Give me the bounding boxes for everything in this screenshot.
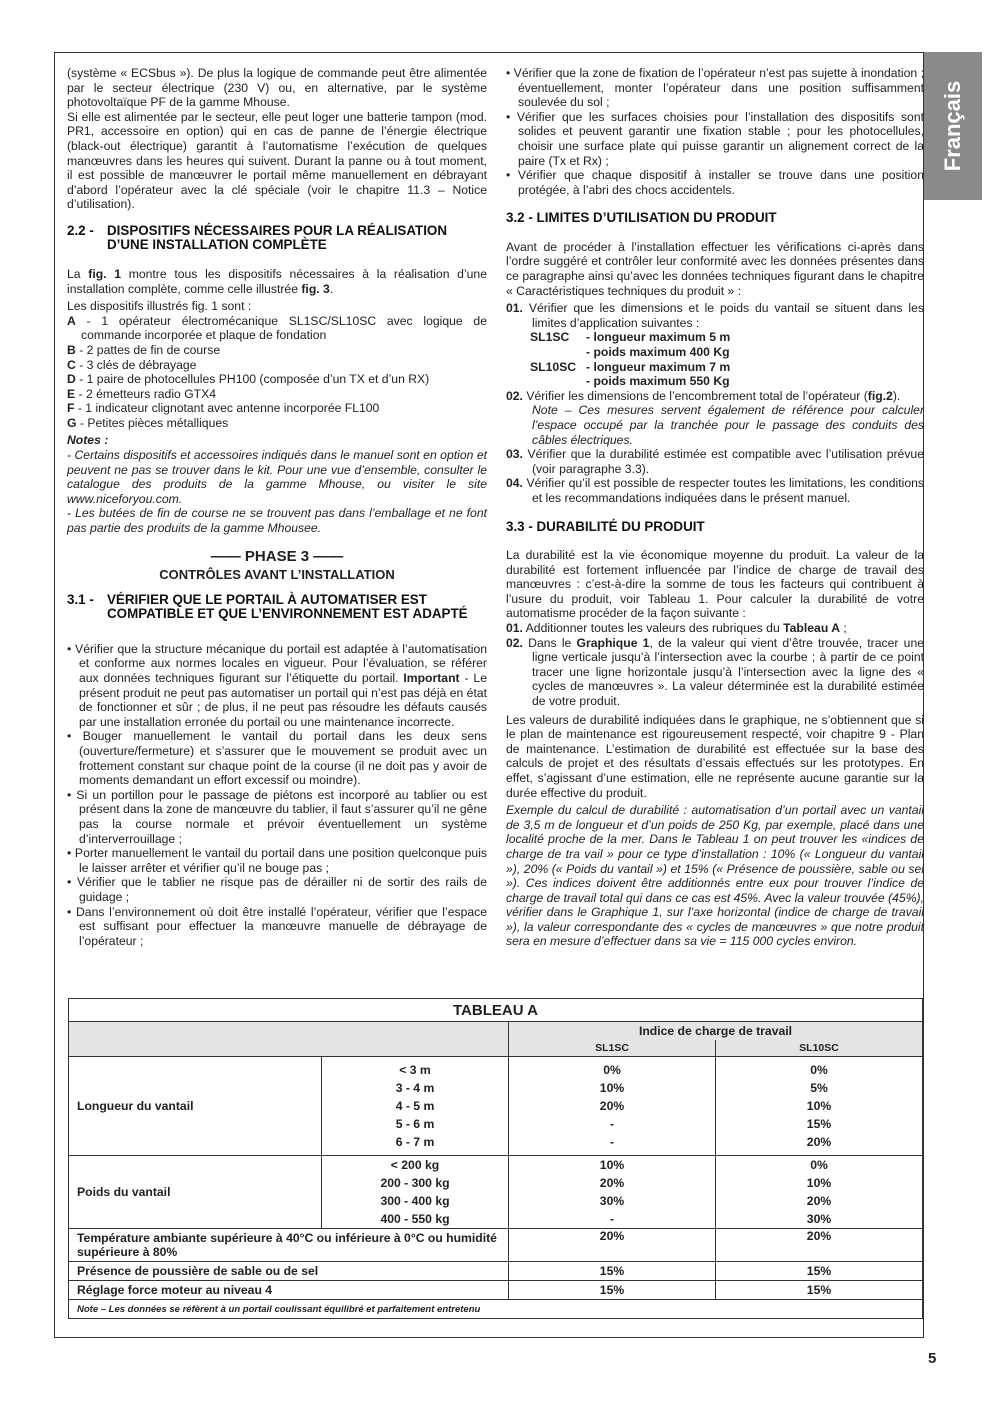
check-list	[67, 642, 487, 948]
item-text: - 1 paire de photocellules PH100 (composée d’un TX et d’un RX)	[75, 372, 430, 387]
header-sl10sc: SL10SC	[716, 1040, 923, 1057]
text: - Le présent produit ne peut pas automatiser un portail qui n’est pas déjà en état de fonctionner et sûr ; de plus, il ne peut pas résoudre les défauts causés par une installation erronée du portail ou une maintenance incorrecte.	[79, 671, 487, 729]
value: -	[609, 1212, 615, 1226]
range-cell	[322, 1057, 509, 1156]
limit-row	[530, 345, 924, 360]
phase-subtitle: CONTRÔLES AVANT L’INSTALLATION	[159, 567, 395, 583]
numbered-list	[506, 301, 924, 505]
table-ref: Tableau A	[783, 621, 840, 635]
paragraph: Les valeurs de durabilité indiquées dans le graphique, ne s’obtiennent que si le plan de maintenance est rigoureusement respecté, voir chapitre 9 - Plan de maintenance. L’estimation de durabilité est effectuée sur la base des calculs de projet et des résultats d’essais effectués sur les prototypes. En effet, s’agissant d’une estimation, elle ne représente aucune garantie sur la durée effective du produit.	[506, 712, 924, 800]
row-label: Longueur du vantail	[69, 1057, 322, 1156]
paragraph: Avant de procéder à l’installation effectuer les vérifications ci-après dans l’ordre suggéré et contrôler leur conformité avec les données présentes dans ce paragraphe ainsi qu’avec les données techniques figurant dans le chapitre « Caractéristiques techniques du produit » :	[506, 239, 924, 298]
list-item	[67, 642, 487, 730]
value: 10%	[599, 1081, 625, 1095]
page-number: 5	[928, 1350, 937, 1367]
list-item: • Bouger manuellement le vantail du portail dans les deux sens (ouverture/fermeture) et s’assurer que le mouvement se produit avec un frottement constant sur chaque point de la course (il ne doit pas y avoir de moments demandant un effort excessif ou moindre).	[67, 729, 487, 788]
text: , de la valeur qui vient d’être trouvée, tracer une ligne verticale jusqu’à l’intersection avec la courbe ; à partir de ce point tracer une ligne horizontale jusqu’à l’intersection avec la ligne des « cycles de manœuvres ». La valeur déterminée est la durabilité estimée de votre produit.	[532, 635, 924, 708]
row-label: Présence de poussière de sable ou de sel	[69, 1262, 509, 1281]
paragraph: (système « ECSbus »). De plus la logique de commande peut être alimentée par le secteur électrique (230 V) ou, en alternative, par le système photovoltaïque PF de la gamme Mhouse.	[67, 66, 487, 110]
paragraph: Si elle est alimentée par le secteur, elle peut loger une batterie tampon (mod. PR1, accessoire en option) qui en cas de panne de l’énergie électrique (black-out électrique) garantit à l’automatisme l’exécution de quelques manœuvres dans les heures qui suivent. Durant la panne ou à tout moment, il est possible de manœuvrer le portail même manuellement en débrayant d’abord l’opérateur avec la clé spéciale (voir le chapitre 11.3 – Notice d’utilisation).	[67, 109, 487, 212]
device-list	[67, 314, 487, 431]
note: Note – Ces mesures servent également de référence pour calculer l’espace occupé par la tranchée pour le passage des conduits des câbles électriques.	[532, 403, 924, 447]
value: 20%	[599, 1099, 625, 1113]
text: montre tous les dispositifs nécessaires à la réalisation d’une installation complète, comme celle illustrée	[67, 266, 487, 296]
table-title: TABLEAU A	[69, 999, 923, 1022]
section-number: 3.1 -	[67, 591, 94, 607]
language-tab	[924, 52, 982, 200]
item-key: E	[67, 386, 76, 401]
value: 5%	[810, 1081, 828, 1095]
text: ;	[840, 621, 847, 635]
header-empty	[69, 1022, 509, 1057]
text: Vérifier qu’il est possible de respecter toutes les limitations, les conditions et les recommandations indiquées dans le présent manuel.	[522, 476, 924, 505]
value: 20%	[509, 1229, 716, 1262]
notes-title: Notes :	[67, 433, 109, 448]
text: Dans le	[522, 635, 577, 650]
section-heading-3-1	[67, 593, 487, 622]
model	[530, 345, 586, 360]
row-label: Réglage force moteur au niveau 4	[69, 1281, 509, 1300]
section-title: DISPOSITIFS NÉCESSAIRES POUR LA RÉALISATION D’UNE INSTALLATION COMPLÈTE	[107, 222, 448, 253]
value: 0%	[810, 1158, 828, 1172]
value: 0%	[603, 1063, 621, 1077]
paragraph: Les dispositifs illustrés fig. 1 sont :	[67, 299, 252, 314]
value: 20%	[599, 1176, 625, 1190]
list-item	[67, 358, 487, 373]
item-key: A	[67, 313, 76, 328]
list-item	[67, 401, 487, 416]
value: 15%	[509, 1262, 716, 1281]
numbered-list	[506, 621, 924, 709]
item-number: 03.	[506, 447, 523, 462]
value: 30%	[599, 1194, 625, 1208]
value: 20%	[806, 1194, 832, 1208]
list-item	[506, 447, 924, 476]
model: SL1SC	[530, 330, 570, 345]
list-item	[506, 621, 924, 636]
range-cell	[322, 1156, 509, 1229]
value: 10%	[599, 1158, 625, 1172]
list-item	[506, 389, 924, 404]
section-heading-3-3: 3.3 - DURABILITÉ DU PRODUIT	[506, 518, 705, 534]
item-number: 04.	[506, 476, 523, 491]
dimension-limits	[506, 330, 924, 388]
figure-ref: fig. 1	[88, 266, 122, 281]
text: .	[329, 281, 334, 296]
range: 4 - 5 m	[395, 1099, 435, 1113]
item-number: 01.	[506, 301, 523, 316]
list-item: • Vérifier que le tablier ne risque pas de dérailler ni de sortir des rails de guidage ;	[67, 875, 487, 904]
list-item	[67, 387, 487, 402]
limit: - longueur maximum 7 m	[586, 359, 731, 374]
note: - Certains dispositifs et accessoires indiqués dans le manuel sont en option et peuvent ne pas se trouver dans le kit. Pour une vue d’ensemble, consulter le catalogue des produits de la gamme Mhouse, ou visiter le site www.niceforyou.com.	[67, 448, 487, 506]
row-label: Température ambiante supérieure à 40°C ou inférieure à 0°C ou humidité supérieure à 80%	[69, 1229, 509, 1262]
text: Vérifier les dimensions de l’encombrement total de l’opérateur (	[522, 388, 868, 403]
value: -	[609, 1117, 615, 1131]
value: 15%	[716, 1281, 923, 1300]
header-sl1sc: SL1SC	[509, 1040, 716, 1057]
range: < 200 kg	[390, 1158, 440, 1172]
value: 30%	[806, 1212, 832, 1226]
list-item: • Porter manuellement le vantail du portail dans une position quelconque puis le laisser arrêter et vérifier qu’il ne bouge pas ;	[67, 846, 487, 875]
value-cell	[716, 1057, 923, 1156]
value-cell	[509, 1156, 716, 1229]
paragraph	[67, 267, 487, 296]
list-item	[67, 314, 487, 343]
range: 5 - 6 m	[395, 1117, 435, 1131]
graph-ref: Graphique 1	[576, 635, 650, 650]
item-key: C	[67, 357, 76, 372]
text: Vérifier que les dimensions et le poids du vantail se situent dans les limites d’application suivantes :	[522, 301, 924, 330]
value-cell	[509, 1057, 716, 1156]
item-text: - 1 opérateur électromécanique SL1SC/SL10SC avec logique de commande incorporée et plaque de fondation	[75, 313, 487, 343]
list-item	[67, 416, 487, 431]
text: • Vérifier que la structure mécanique du portail est adaptée à l’automatisation et conforme aux normes locales en vigueur. Pour l’évaluation, se référer aux données techniques figurant sur l’étiquette du portail.	[67, 641, 487, 685]
language-label: Français	[940, 80, 965, 172]
right-column	[506, 66, 924, 949]
list-item	[67, 343, 487, 358]
item-number: 02.	[506, 388, 523, 403]
value-cell	[716, 1156, 923, 1229]
table-a	[68, 998, 923, 1319]
value: 15%	[716, 1262, 923, 1281]
range: 400 - 550 kg	[380, 1212, 450, 1226]
item-key: G	[67, 415, 77, 430]
value: 20%	[806, 1135, 832, 1149]
item-key: D	[67, 372, 76, 387]
check-list	[506, 66, 924, 197]
header-index: Indice de charge de travail	[509, 1022, 923, 1041]
limit: - longueur maximum 5 m	[586, 330, 731, 345]
list-item	[506, 636, 924, 709]
figure-ref: fig. 3	[301, 281, 330, 296]
limit: - poids maximum 550 Kg	[586, 374, 730, 389]
item-text: - 3 clés de débrayage	[75, 357, 197, 372]
list-item: • Vérifier que chaque dispositif à installer se trouve dans une position protégée, à l’abri des chocs accidentels.	[506, 168, 924, 197]
model	[530, 374, 586, 389]
item-number: 02.	[506, 635, 523, 650]
value: 15%	[509, 1281, 716, 1300]
list-item	[67, 372, 487, 387]
item-text: - Petites pièces métalliques	[76, 415, 229, 430]
table-note: Note – Les données se réfèrent à un portail coulissant équilibré et parfaitement entretenu	[69, 1300, 923, 1319]
item-text: - 2 pattes de fin de course	[75, 342, 221, 357]
value: 0%	[810, 1063, 828, 1077]
row-label: Poids du vantail	[69, 1156, 322, 1229]
item-text: - 2 émetteurs radio GTX4	[75, 386, 217, 401]
section-title: VÉRIFIER QUE LE PORTAIL À AUTOMATISER EST COMPATIBLE ET QUE L’ENVIRONNEMENT EST ADAPTÉ	[107, 591, 468, 622]
figure-ref: fig.2	[867, 388, 893, 403]
text: ).	[892, 388, 901, 403]
value: 10%	[806, 1176, 832, 1190]
model: SL10SC	[530, 359, 577, 374]
section-heading-3-2: 3.2 - LIMITES D’UTILISATION DU PRODUIT	[506, 210, 777, 226]
limit: - poids maximum 400 Kg	[586, 345, 730, 359]
range: 6 - 7 m	[395, 1135, 435, 1149]
list-item	[506, 301, 924, 330]
limit-row	[530, 330, 924, 345]
item-text: - 1 indicateur clignotant avec antenne incorporée FL100	[74, 401, 380, 416]
item-key: B	[67, 342, 76, 357]
range: 200 - 300 kg	[380, 1176, 450, 1190]
text: Additionner toutes les valeurs des rubriques du	[522, 621, 784, 635]
paragraph: La durabilité est la vie économique moyenne du produit. La valeur de la durabilité est fortement influencée par l’indice de charge de travail des manœuvres : c’est-à-dire la somme de tous les facteurs qui contribuent à l’usure du produit, voir Tableau 1. Pour calculer la durabilité de votre automatisme procéder de la façon suivante :	[506, 548, 924, 621]
value: -	[609, 1135, 615, 1149]
value: 15%	[806, 1117, 832, 1131]
important-label: Important	[403, 671, 460, 685]
list-item: • Vérifier que la zone de fixation de l’opérateur n’est pas sujette à inondation ; éventuellement, monter l’opérateur dans une position suffisamment soulevée du sol ;	[506, 66, 924, 110]
example-paragraph: Exemple du calcul de durabilité : automatisation d’un portail avec un vantail de 3,5 m de longueur et d’un poids de 250 Kg, par exemple, placé dans une localité proche de la mer. Dans le Tableau 1 on peut trouver les «indices de charge de tra vail » pour ce type d’installation : 10% (« Longueur du vantail »), 20% (« Poids du vantail ») et 15% (« Présence de poussière, sable ou sel »). Ces indices doivent être additionnés entre eux pour trouver l’indice de charge de travail total qui dans ce cas est 45%. Avec la valeur trouvée (45%), vérifier dans le Graphique 1, sur l’axe horizontal (indice de charge de travail »), la valeur correspondante des « cycles de manœuvres » que notre produit sera en mesure d’effectuer dans sa vie = 115 000 cycles environ.	[506, 803, 924, 949]
section-number: 2.2 -	[67, 222, 94, 238]
text: La	[67, 266, 89, 281]
limit-row	[530, 360, 924, 375]
list-item	[506, 476, 924, 505]
value: 10%	[806, 1099, 832, 1113]
list-item: • Vérifier que les surfaces choisies pour l’installation des dispositifs sont solides et peuvent garantir une fixation stable ; pour les photocellules, choisir une surface plate qui puisse garantir un alignement correct de la paire (Tx et Rx) ;	[506, 109, 924, 168]
list-item: • Dans l’environnement où doit être installé l’opérateur, vérifier que l’espace est suffisant pour effectuer la manœuvre manuelle de débrayage de l’opérateur ;	[67, 904, 487, 948]
item-key: F	[67, 401, 75, 416]
section-heading-2-2	[67, 224, 487, 253]
range: 3 - 4 m	[395, 1081, 435, 1095]
text: Vérifier que la durabilité estimée est compatible avec l’utilisation prévue (voir paragraphe 3.3).	[522, 447, 924, 476]
limit-row	[530, 374, 924, 389]
note: - Les butées de fin de course ne se trouvent pas dans l’emballage et ne font pas partie des produits de la gamme Mhousee.	[67, 506, 487, 536]
item-number: 01.	[506, 621, 523, 635]
left-column	[67, 66, 487, 948]
list-item: • Si un portillon pour le passage de piétons est incorporé au tablier ou est présent dans la zone de manœuvre du tablier, il faut s’assurer qu’il ne gêne pas la course normale et prévoir éventuellement un système d’interverrouillage ;	[67, 787, 487, 846]
phase-title: —— PHASE 3 ——	[210, 547, 344, 565]
range: 300 - 400 kg	[380, 1194, 450, 1208]
range: < 3 m	[399, 1063, 431, 1077]
value: 20%	[716, 1229, 923, 1262]
